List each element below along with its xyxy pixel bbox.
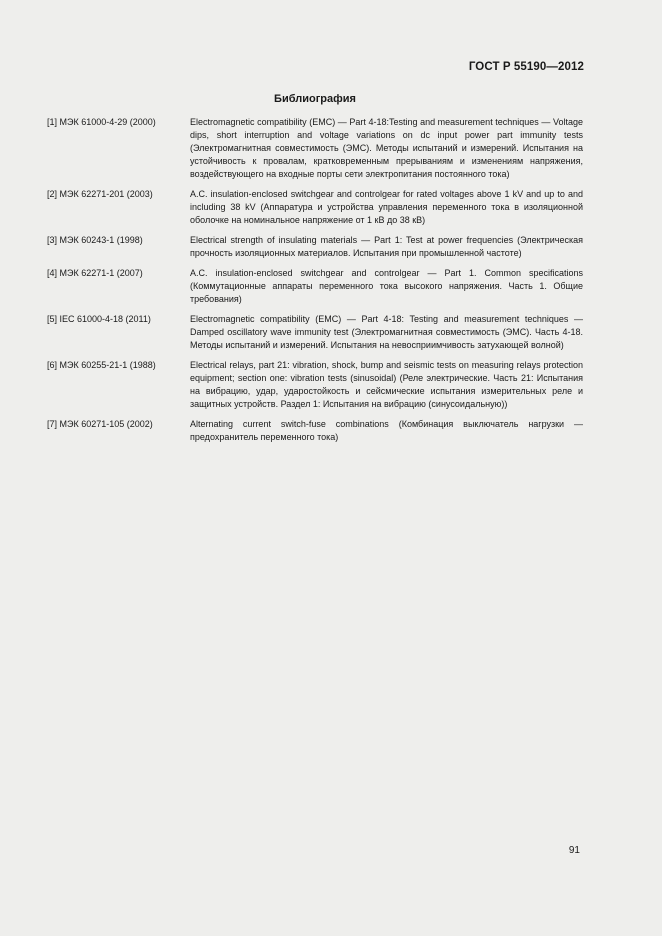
bibliography-reference: [1] МЭК 61000-4-29 (2000) bbox=[47, 117, 156, 127]
bibliography-entry bbox=[47, 234, 583, 260]
bibliography-list bbox=[47, 116, 583, 451]
bibliography-description: A.C. insulation-enclosed switchgear and controlgear for rated voltages above 1 kV and up to and including 38 kV (Аппаратура и устройства управления переменного тока в изоляционной оболочке на номинальное напряжение от 1 кВ до 38 кВ) bbox=[190, 189, 583, 225]
bibliography-description: Electrical strength of insulating materials — Part 1: Test at power frequencies (Электрическая прочность изоляционных материалов. Испытания при промышленной частоте) bbox=[190, 235, 583, 258]
bibliography-title: Библиография bbox=[274, 93, 356, 105]
bibliography-reference: [5] IEC 61000-4-18 (2011) bbox=[47, 314, 151, 324]
bibliography-reference: [2] МЭК 62271-201 (2003) bbox=[47, 189, 153, 199]
bibliography-description: Electromagnetic compatibility (EMC) — Part 4-18: Testing and measurement techniques — Damped oscillatory wave immunity test (Электромагнитная совместимость (ЭМС). Часть 4-18. Методы испытаний и измерений. Испытания на невосприимчивость затухающей волной) bbox=[190, 314, 583, 350]
bibliography-description: Alternating current switch-fuse combinations (Комбинация выключатель нагрузки — предохранитель переменного тока) bbox=[190, 419, 583, 442]
document-header: ГОСТ Р 55190—2012 bbox=[468, 61, 584, 73]
bibliography-entry bbox=[47, 116, 583, 181]
bibliography-reference: [3] МЭК 60243-1 (1998) bbox=[47, 235, 143, 245]
bibliography-entry bbox=[47, 267, 583, 306]
bibliography-reference: [7] МЭК 60271-105 (2002) bbox=[47, 419, 153, 429]
bibliography-reference: [4] МЭК 62271-1 (2007) bbox=[47, 268, 143, 278]
bibliography-description: Electromagnetic compatibility (EMC) — Part 4-18:Testing and measurement techniques — Voltage dips, short interruption and voltage variations on dc input power part immunity tests (Электромагнитная совместимость (ЭМС). Методы испытаний и измерений. Испытания на устойчивость к провалам, кратковременным прерываниям и изменениям напряжения, воздействующего на входные порты сети электропитания постоянного тока) bbox=[190, 117, 583, 179]
page-number: 91 bbox=[568, 845, 580, 856]
bibliography-entry bbox=[47, 418, 583, 444]
bibliography-entry bbox=[47, 313, 583, 352]
bibliography-entry bbox=[47, 359, 583, 411]
bibliography-description: A.C. insulation-enclosed switchgear and controlgear — Part 1. Common specifications (Коммутационные аппараты переменного тока высокого напряжения. Часть 1. Общие требования) bbox=[190, 268, 583, 304]
bibliography-entry bbox=[47, 188, 583, 227]
bibliography-reference: [6] МЭК 60255-21-1 (1988) bbox=[47, 360, 156, 370]
bibliography-description: Electrical relays, part 21: vibration, shock, bump and seismic tests on measuring relays protection equipment; section one: vibration tests (sinusoidal) (Реле электрические. Часть 21: Испытания на вибрацию, удар, ударостойкость и сейсмические испытания измерительных реле и защитных устройств. Раздел 1: Испытания на вибрацию (синусоидальную)) bbox=[190, 360, 583, 409]
